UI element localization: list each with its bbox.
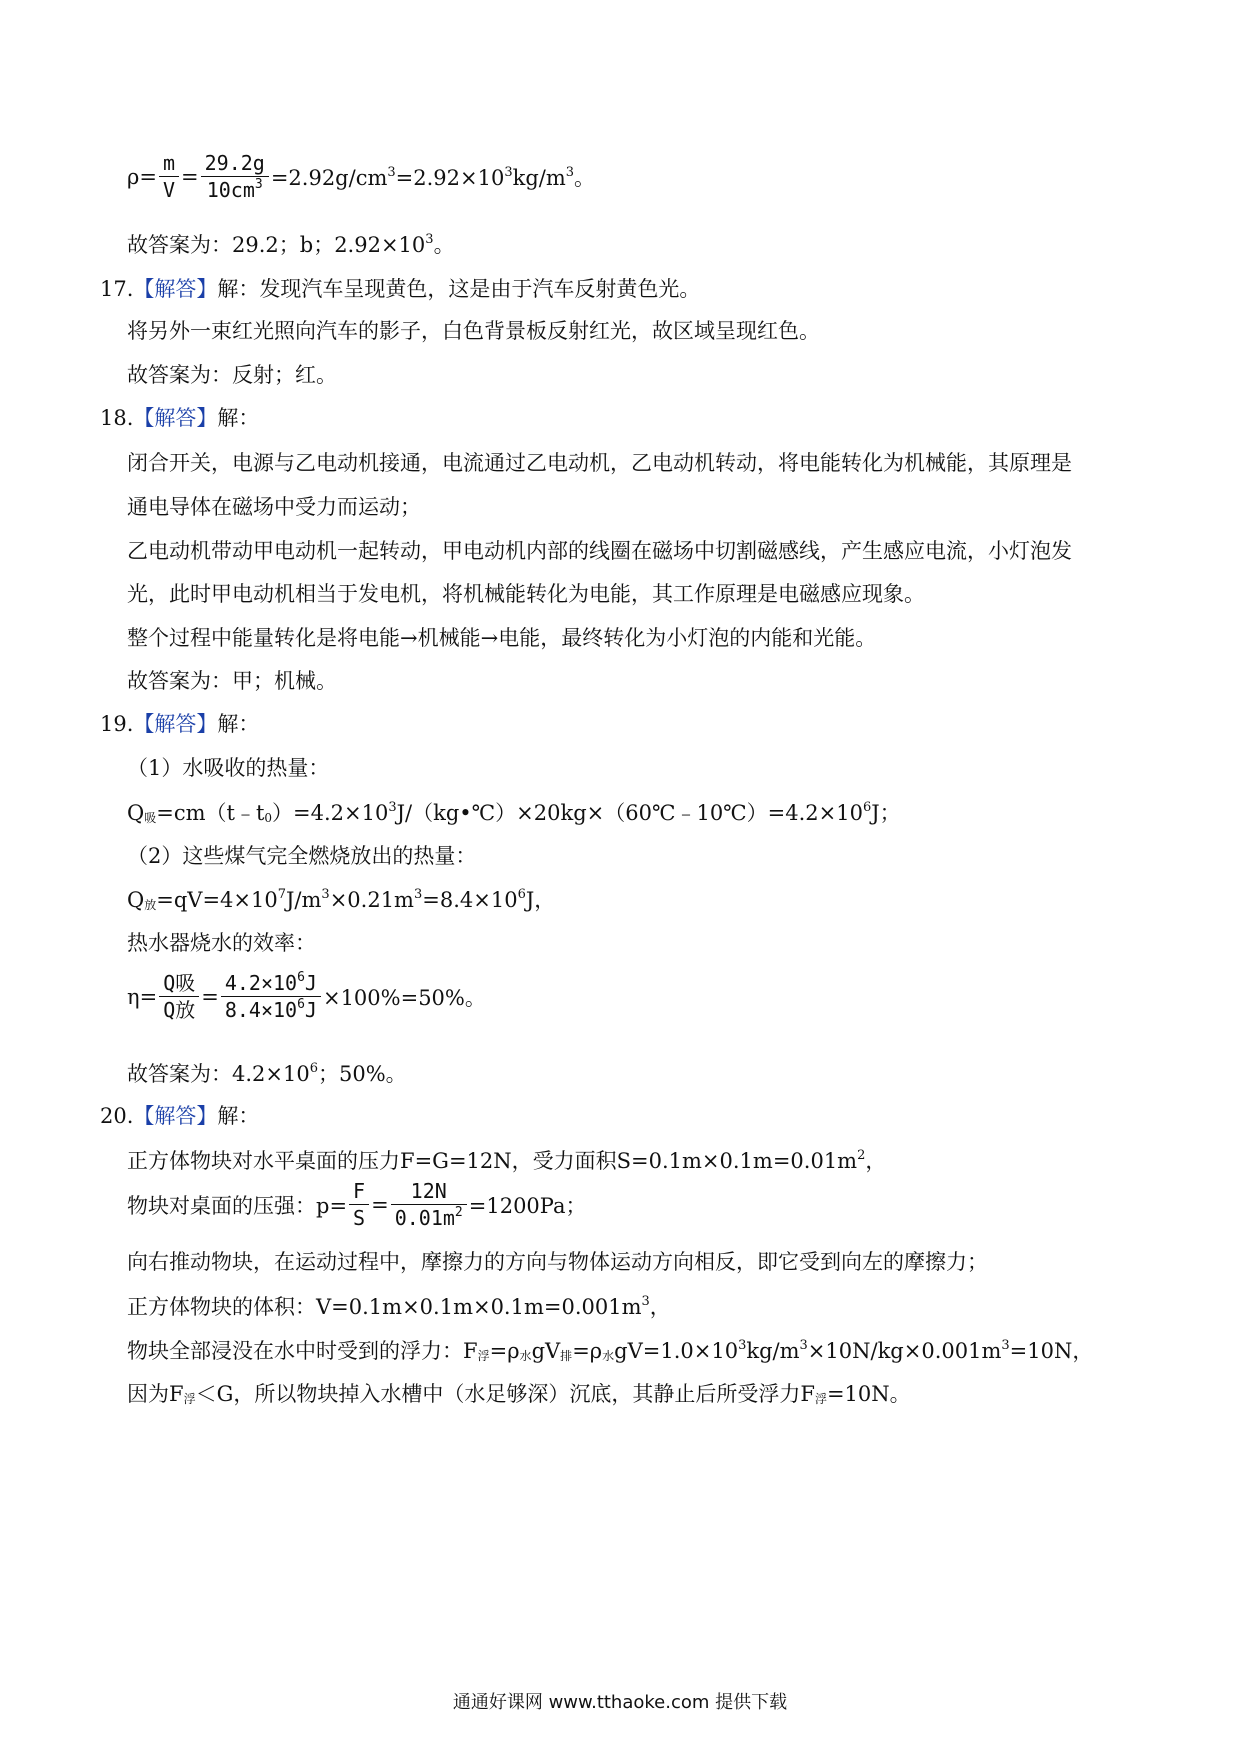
problem-number: 17. (100, 277, 134, 301)
den-exp: 3 (254, 177, 263, 192)
equals: = (181, 164, 199, 189)
p17-answer: 故答案为：反射；红。 (127, 363, 337, 387)
frac-denominator: $0.01m^2$ (394, 1205, 463, 1230)
solution-tag: 【解答】 (133, 712, 218, 736)
p20-line1: 正方体物块对水平桌面的压力F=G=12N，受力面积$S=0.1m\times 0.1m=0.01m^2$， (127, 1148, 887, 1173)
problem-number: 19. (100, 712, 134, 736)
problem-number: 18. (100, 406, 134, 430)
p17-line1: 解：发现汽车呈现黄色，这是由于汽车反射黄色光。 (217, 277, 701, 301)
p18-line4: 光，此时甲电动机相当于发电机，将机械能转化为电能，其工作原理是电磁感应现象。 (127, 582, 925, 606)
p17-heading (100, 276, 700, 302)
frac-denominator (201, 177, 269, 203)
problem-number: 20. (100, 1104, 134, 1128)
frac-numerator: F (349, 1178, 369, 1205)
p18-line1: 闭合开关，电源与乙电动机接通，电流通过乙电动机，乙电动机转动，将电能转化为机械能，其原理是 (127, 451, 1072, 475)
solution-tag: 【解答】 (133, 406, 218, 430)
p19-heading: 19.【解答】解： (100, 712, 260, 736)
p18-line5: 整个过程中能量转化是将电能→机械能→电能，最终转化为小灯泡的内能和光能。 (127, 626, 877, 650)
p20-line5: 物块全部浸没在水中时受到的浮力：$F_浮=\rho_水gV_排=\rho_水gV=1.0\times 10^3kg/m^3\times 10N/kg\times 0.001m^3=10N$， (127, 1338, 1094, 1363)
p19-heat-released: $Q_放=qV=4\times 10^7J/m^3\times 0.21m^3=8.4\times 10^6J$， (127, 887, 556, 912)
equals: = (371, 1192, 389, 1217)
pressure-result: =1200Pa； (468, 1193, 587, 1218)
p17-line2: 将另外一束红光照向汽车的影子，白色背景板反射红光，故区域呈现红色。 (127, 319, 820, 343)
frac-denominator: S (353, 1206, 366, 1230)
p20-line6: 因为$F_浮<G$，所以物块掉入水槽中（水足够深）沉底，其静止后所受浮力$F_浮=10N$。 (127, 1382, 911, 1406)
eta-lhs: η= (127, 984, 158, 1009)
fraction-values (391, 1178, 467, 1231)
frac-denominator: $8.4\times 10^6J$ (224, 997, 317, 1022)
den-base: 10cm (206, 178, 255, 202)
solution-tag: 【解答】 (133, 1104, 218, 1128)
p19-answer: 故答案为：$4.2\times 10^6$；50%。 (127, 1061, 407, 1086)
fraction-values (221, 970, 321, 1023)
rho-lhs: ρ= (127, 164, 157, 189)
frac-numerator: $4.2\times 10^6J$ (221, 970, 321, 997)
p19-step1: （1）水吸收的热量： (127, 756, 330, 780)
frac-denominator: V (162, 178, 175, 202)
p18-answer: 故答案为：甲；机械。 (127, 669, 337, 693)
fraction-f-over-s (349, 1178, 369, 1231)
frac-numerator: m (159, 150, 179, 177)
pressure-formula (127, 1178, 587, 1231)
frac-numerator: Q吸 (159, 970, 199, 997)
pressure-label: 物块对桌面的压强：p= (127, 1193, 348, 1218)
fraction-q-ratio (159, 970, 199, 1023)
fraction-mass-over-volume (201, 150, 269, 203)
p18-heading: 18.【解答】解： (100, 406, 260, 430)
efficiency-result: ×100%=50%。 (322, 985, 486, 1010)
frac-numerator: 12N (391, 1178, 467, 1205)
frac-denominator: Q放 (163, 998, 196, 1022)
density-result: $=2.92g/cm^3=2.92\times 10^3kg/m^3$。 (270, 164, 596, 190)
density-formula (127, 150, 595, 203)
page-footer: 通通好课网 www.tthaoke.com 提供下载 (452, 1692, 788, 1713)
p20-line3: 向右推动物块，在运动过程中，摩擦力的方向与物体运动方向相反，即它受到向左的摩擦力； (127, 1250, 988, 1274)
p18-line2: 通电导体在磁场中受力而运动； (127, 495, 421, 519)
p19-efficiency-label: 热水器烧水的效率： (127, 931, 316, 955)
efficiency-formula (127, 970, 486, 1023)
equals: = (201, 984, 219, 1009)
p19-step2: （2）这些煤气完全燃烧放出的热量： (127, 844, 477, 868)
p20-heading: 20.【解答】解： (100, 1104, 260, 1128)
p20-line4: 正方体物块的体积：$V=0.1m\times 0.1m\times 0.1m=0.001m^3$， (127, 1294, 671, 1319)
p19-heat-absorbed: $Q_吸=cm(t﹣t_0)=4.2\times 10^3J/(kg•℃)\times 20kg\times(60℃﹣10℃)=4.2\times 10^6J$； (127, 800, 901, 825)
p18-line3: 乙电动机带动甲电动机一起转动，甲电动机内部的线圈在磁场中切割磁感线，产生感应电流，小灯泡发 (127, 539, 1072, 563)
fraction-m-over-v (159, 150, 179, 203)
solution-tag: 【解答】 (133, 277, 218, 301)
frac-numerator: 29.2g (201, 150, 269, 177)
p16-answer: 故答案为：29.2；b；$2.92\times 10^3$。 (127, 232, 455, 257)
